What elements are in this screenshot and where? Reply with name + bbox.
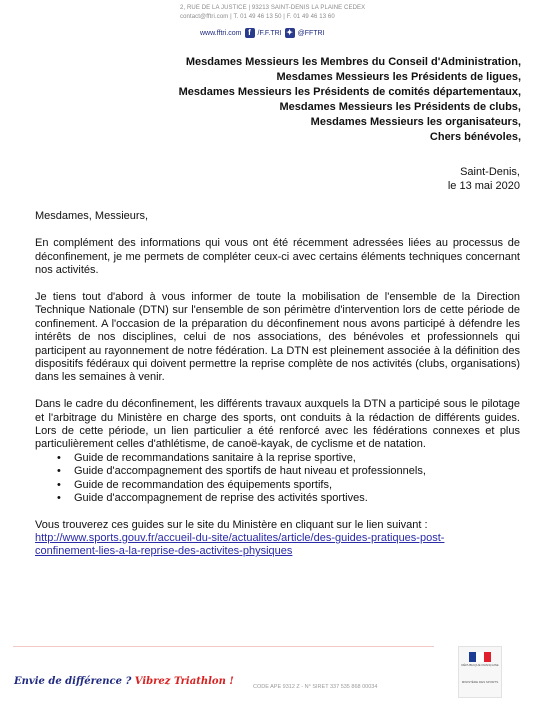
flag-stripe — [476, 652, 483, 662]
facebook-handle[interactable]: /F.F.TRI — [257, 29, 282, 37]
ministry-name: MINISTÈRE DES SPORTS — [461, 680, 499, 684]
slogan-part: Vibrez Triathlon ! — [134, 676, 234, 687]
contact-line: contact@fftri.com | T. 01 49 46 13 50 | F. 01 49 46 13 60 — [180, 14, 335, 20]
recipient-line: Mesdames Messieurs les organisateurs, — [310, 116, 521, 128]
guide-item: • Guide d'accompagnement des sportifs de haut niveau et professionnels, — [74, 465, 520, 478]
recipient-line: Mesdames Messieurs les Présidents de clubs, — [279, 101, 521, 113]
salutation: Mesdames, Messieurs, — [35, 210, 149, 222]
republic-label: RÉPUBLIQUE FRANÇAISE — [461, 663, 499, 667]
twitter-handle[interactable]: @FFTRI — [297, 29, 325, 37]
paragraph: En complément des informations qui vous ont été récemment adressées liées au processus de déconfinement, je me permets de compléter ceux-ci avec certains éléments techniques concernant nos activités. — [35, 237, 520, 277]
recipients-block — [179, 55, 521, 145]
facebook-icon: f — [245, 28, 255, 38]
footer-divider — [13, 646, 434, 647]
paragraph: Je tiens tout d'abord à vous informer de toute la mobilisation de l'ensemble de la Direction Technique Nationale (DTN) sur l'ensemble de son périmètre d'intervention lors de cette période de confinement. A l'occasion de la préparation du déconfinement nous avons participé à défendre les intérêts de nos disciplines, celui de nos associations, des bénévoles et professionnels qui participent au rayonnement de notre fédération. La DTN est pleinement associée à la définition des dispositifs fédéraux qui doivent permettre la reprise complète de nos activités (clubs, organisations) dans les semaines à venir. — [35, 291, 520, 384]
french-flag-icon — [469, 652, 491, 662]
link-line[interactable]: http://www.sports.gouv.fr/accueil-du-site/actualites/article/des-guides-pratiques-post- — [35, 531, 445, 544]
letterhead-social — [200, 26, 325, 40]
link-line[interactable]: confinement-lies-a-la-reprise-des-activites-physiques — [35, 545, 293, 558]
guide-item: • Guide de recommandations sanitaire à la reprise sportive, — [74, 452, 520, 465]
address-line: 2, RUE DE LA JUSTICE | 93213 SAINT-DENIS LA PLAINE CEDEX — [180, 5, 366, 11]
closing-paragraph — [35, 519, 520, 559]
paragraph: Dans le cadre du déconfinement, les différents travaux auxquels la DTN a participé sous le pilotage et l'arbitrage du Ministère en charge des sports, ont conduits à la rédaction de différents guides. Lors de cette période, un lien particulier a été renforcé avec les fédérations connexes et plus particulièrement celles d'athlétisme, de canoë-kayak, de cyclisme et de natation. — [35, 398, 520, 451]
place: Saint-Denis, — [460, 166, 520, 178]
closing-text: Vous trouverez ces guides sur le site du Ministère en cliquant sur le lien suivant : — [35, 518, 428, 531]
flag-stripe — [484, 652, 491, 662]
guides-list — [35, 452, 520, 506]
guide-item: • Guide de recommandation des équipements sportifs, — [74, 479, 520, 492]
place-date — [448, 165, 520, 193]
slogan — [14, 676, 234, 687]
website-link[interactable]: www.fftri.com — [200, 29, 242, 37]
recipient-line: Mesdames Messieurs les Présidents de ligues, — [276, 71, 521, 83]
ministry-guides-link[interactable] — [35, 532, 520, 559]
guide-item: • Guide d'accompagnement de reprise des activités sportives. — [74, 492, 520, 505]
letter-body — [35, 210, 520, 559]
slogan-part: Envie de différence ? — [14, 676, 135, 687]
recipient-line: Mesdames Messieurs les Présidents de comités départementaux, — [178, 86, 521, 98]
twitter-icon: ✦ — [286, 28, 293, 37]
ministry-logo — [458, 646, 502, 698]
registration-info: CODE APE 9312 Z - N° SIRET 337 535 868 00034 — [253, 684, 378, 690]
recipient-line: Mesdames Messieurs les Membres du Conseil d'Administration, — [185, 56, 521, 68]
date: le 13 mai 2020 — [447, 180, 520, 192]
recipient-line: Chers bénévoles, — [429, 131, 521, 143]
letterhead-address — [180, 4, 380, 22]
flag-stripe — [469, 652, 476, 662]
